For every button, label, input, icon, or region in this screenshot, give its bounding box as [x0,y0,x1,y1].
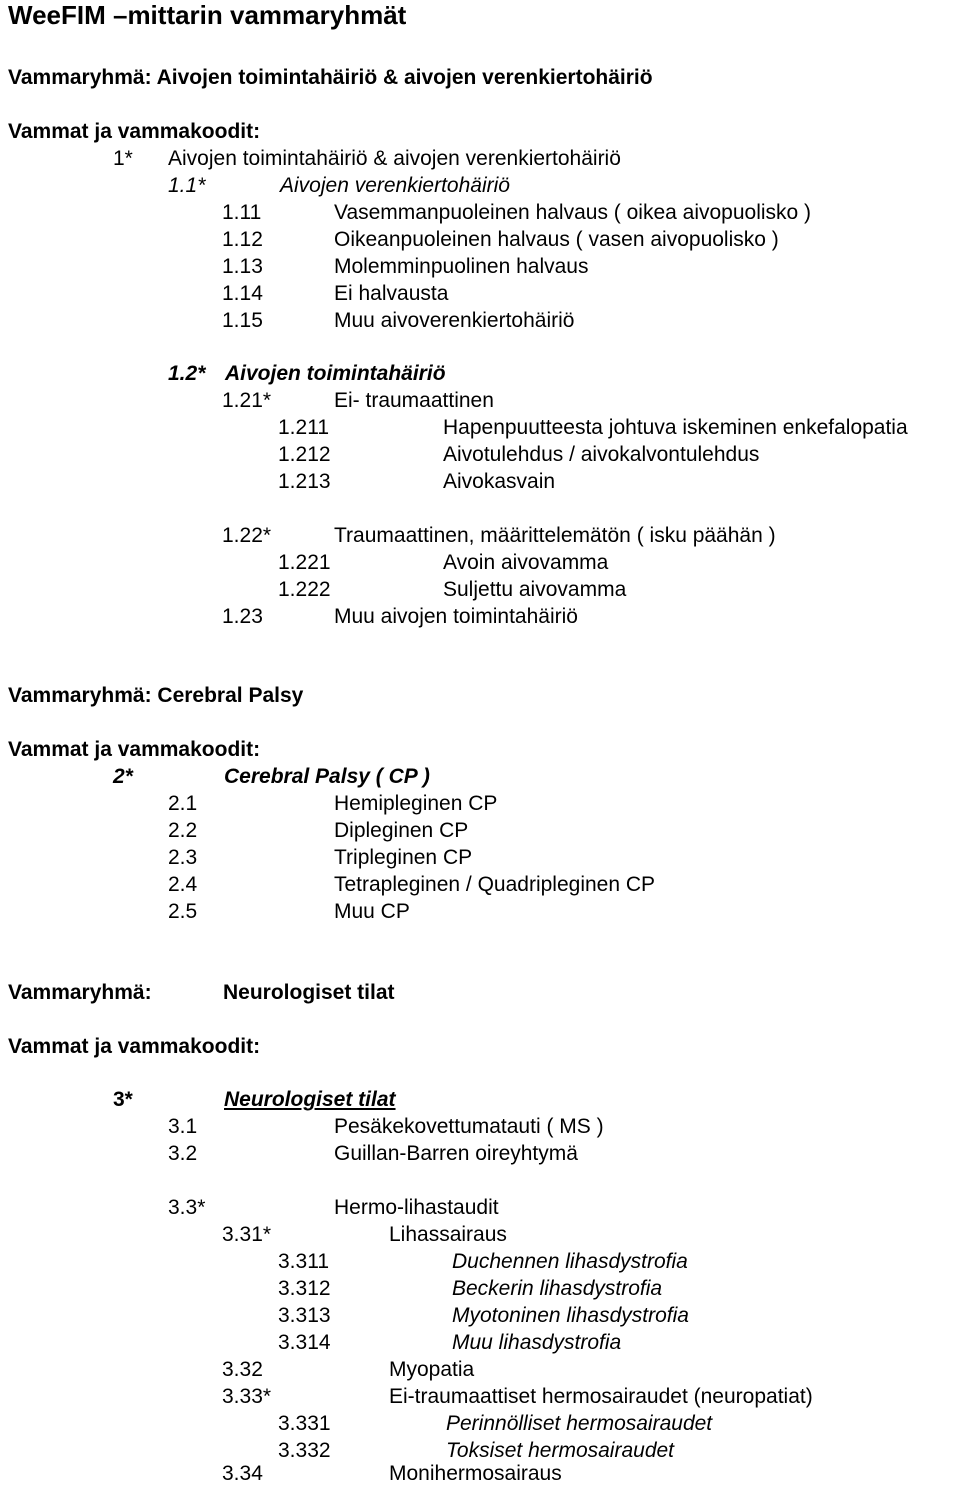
label-1: Aivojen toimintahäiriö & aivojen verenkiertohäiriö [168,147,621,170]
code-1-222: 1.222 [278,578,331,601]
code-1-211: 1.211 [278,416,329,439]
label-3-313: Myotoninen lihasdystrofia [452,1304,689,1327]
code-1-212: 1.212 [278,443,331,466]
codes-heading: Vammat ja vammakoodit: [8,120,261,143]
label-1-22: Traumaattinen, määrittelemätön ( isku päähän ) [334,524,776,547]
code-3-2: 3.2 [168,1142,198,1165]
code-3: 3* [113,1088,133,1111]
label-3-311: Duchennen lihasdystrofia [452,1250,688,1273]
code-2-1: 2.1 [168,792,198,815]
code-2-5: 2.5 [168,900,198,923]
code-3-312: 3.312 [278,1277,331,1300]
code-1-213: 1.213 [278,470,331,493]
label-3: Neurologiset tilat [224,1088,396,1111]
code-3-31: 3.31* [222,1223,272,1246]
code-3-331: 3.331 [278,1412,331,1435]
label-3-32: Myopatia [389,1358,475,1381]
code-1-15: 1.15 [222,309,263,332]
label-1-23: Muu aivojen toimintahäiriö [334,605,578,628]
code-1-2: 1.2* [168,362,206,385]
label-1-1: Aivojen verenkiertohäiriö [280,174,510,197]
code-1-1: 1.1* [168,174,206,197]
code-2-4: 2.4 [168,873,198,896]
codes-heading: Vammat ja vammakoodit: [8,738,261,761]
label-2-4: Tetrapleginen / Quadripleginen CP [334,873,656,896]
code-1-12: 1.12 [222,228,263,251]
code-2: 2* [113,765,133,788]
label-1-12: Oikeanpuoleinen halvaus ( vasen aivopuolisko ) [334,228,779,251]
code-3-33: 3.33* [222,1385,272,1408]
label-3-332: Toksiset hermosairaudet [446,1439,675,1462]
code-3-332: 3.332 [278,1439,331,1462]
code-3-314: 3.314 [278,1331,331,1354]
label-1-21: Ei- traumaattinen [334,389,494,412]
code-1-221: 1.221 [278,551,331,574]
label-1-14: Ei halvausta [334,282,449,305]
label-3-1: Pesäkekovettumatauti ( MS ) [334,1115,604,1138]
label-3-331: Perinnölliset hermosairaudet [446,1412,713,1435]
code-2-2: 2.2 [168,819,198,842]
label-1-212: Aivotulehdus / aivokalvontulehdus [443,443,760,466]
code-1-14: 1.14 [222,282,263,305]
label-3-31: Lihassairaus [389,1223,507,1246]
group-value-neuro: Neurologiset tilat [223,981,395,1004]
label-1-11: Vasemmanpuoleinen halvaus ( oikea aivopuolisko ) [334,201,812,224]
code-1-21: 1.21* [222,389,272,412]
label-1-2: Aivojen toimintahäiriö [225,362,446,385]
label-1-15: Muu aivoverenkiertohäiriö [334,309,575,332]
label-3-3: Hermo-lihastaudit [334,1196,499,1219]
code-1-23: 1.23 [222,605,263,628]
code-3-3: 3.3* [168,1196,206,1219]
label-1-221: Avoin aivovamma [443,551,609,574]
label-3-314: Muu lihasdystrofia [452,1331,622,1354]
label-3-312: Beckerin lihasdystrofia [452,1277,663,1300]
label-1-13: Molemminpuolinen halvaus [334,255,589,278]
page-title: WeeFIM –mittarin vammaryhmät [8,0,407,30]
label-2-3: Tripleginen CP [334,846,473,869]
label-1-222: Suljettu aivovamma [443,578,627,601]
label-3-34: Monihermosairaus [389,1462,562,1485]
label-1-211: Hapenpuutteesta johtuva iskeminen enkefalopatia [443,416,908,439]
code-3-34: 3.34 [222,1462,263,1485]
label-3-2: Guillan-Barren oireyhtymä [334,1142,578,1165]
code-3-313: 3.313 [278,1304,331,1327]
label-2-5: Muu CP [334,900,410,923]
code-2-3: 2.3 [168,846,198,869]
group-heading-cp: Vammaryhmä: Cerebral Palsy [8,684,304,707]
code-3-1: 3.1 [168,1115,198,1138]
code-1-11: 1.11 [222,201,262,224]
code-1-13: 1.13 [222,255,263,278]
code-3-311: 3.311 [278,1250,329,1273]
code-1-22: 1.22* [222,524,272,547]
label-2-2: Dipleginen CP [334,819,469,842]
group-label-neuro: Vammaryhmä: [8,981,152,1004]
label-1-213: Aivokasvain [443,470,556,493]
group-heading-brain: Vammaryhmä: Aivojen toimintahäiriö & aivojen verenkiertohäiriö [8,66,653,89]
label-2: Cerebral Palsy ( CP ) [224,765,430,788]
code-1: 1* [113,147,133,170]
codes-heading: Vammat ja vammakoodit: [8,1035,261,1058]
label-2-1: Hemipleginen CP [334,792,498,815]
label-3-33: Ei-traumaattiset hermosairaudet (neuropatiat) [389,1385,813,1408]
code-3-32: 3.32 [222,1358,263,1381]
